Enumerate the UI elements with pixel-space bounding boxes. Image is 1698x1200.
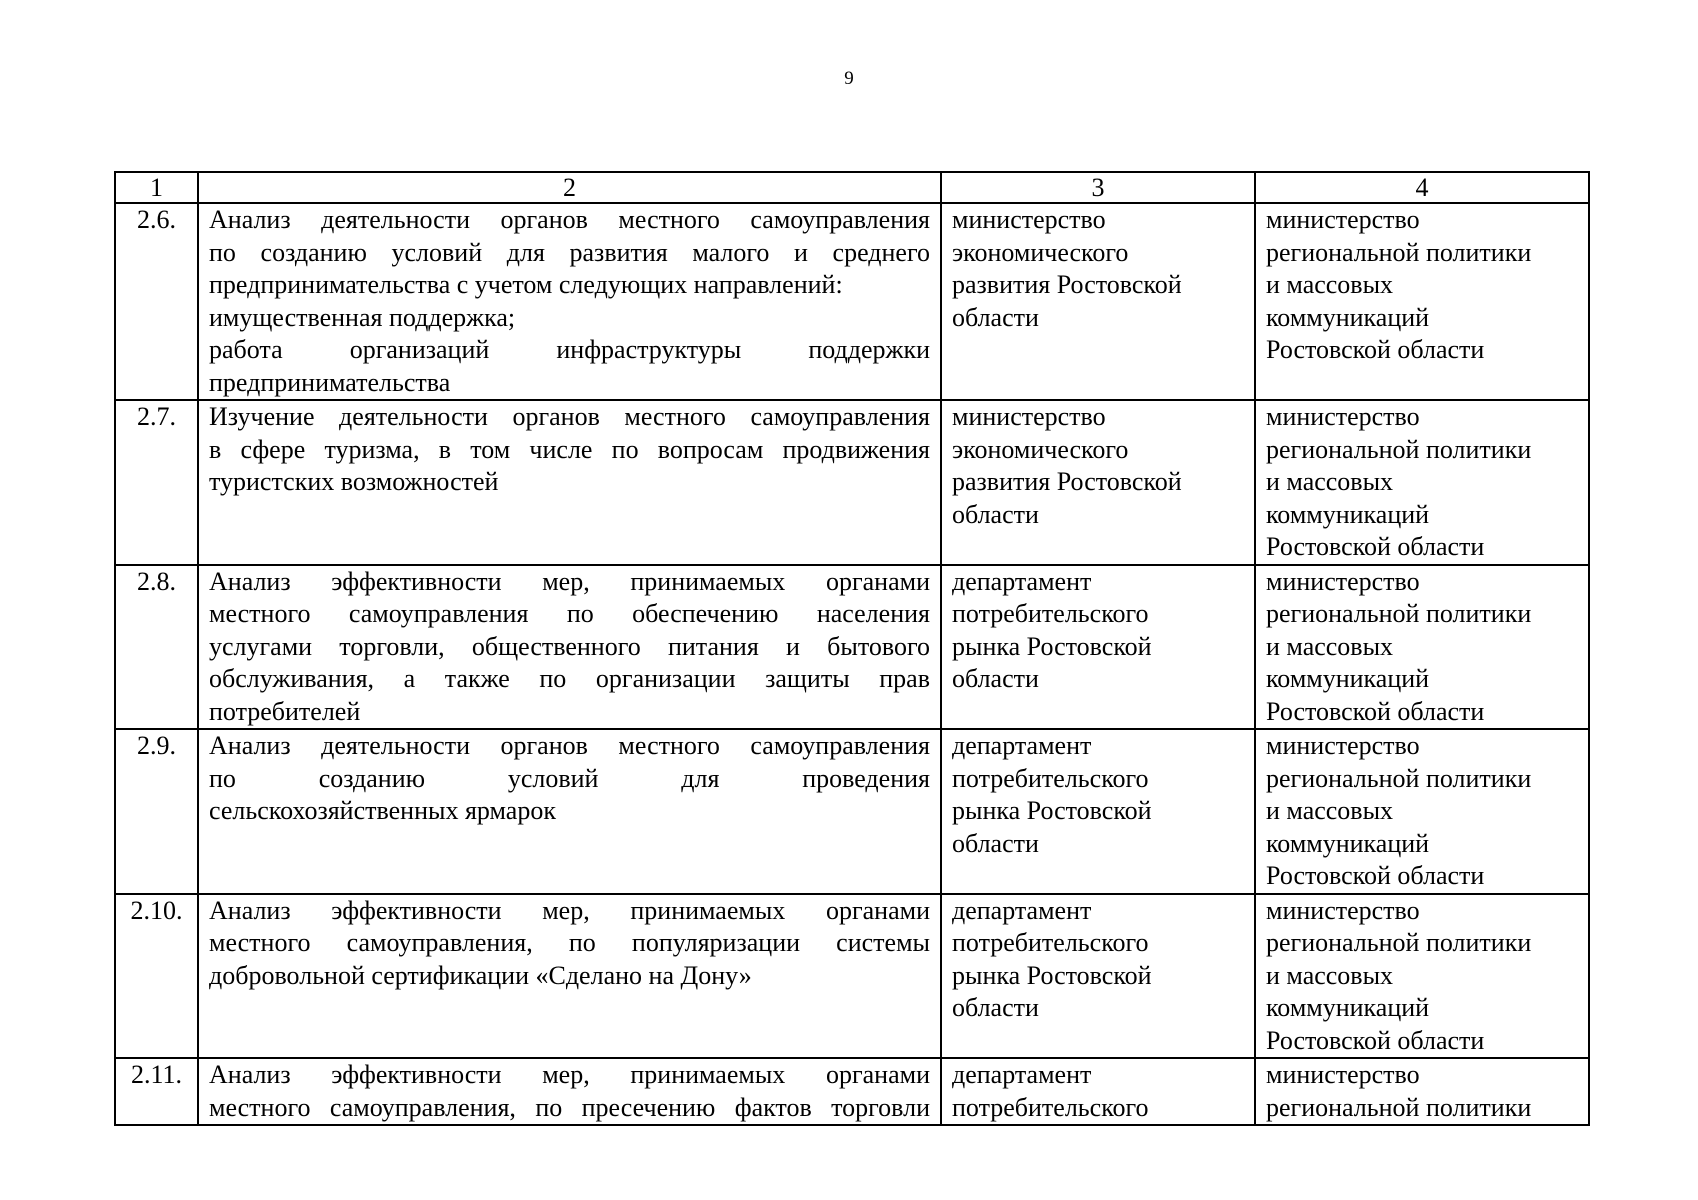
description-line: добровольной сертификации «Сделано на Дону»: [209, 960, 752, 990]
description-line: по созданию условий для развития малого и среднего: [209, 237, 930, 267]
executor-cell: [941, 565, 1255, 730]
coexecutor-cell: [1255, 894, 1589, 1059]
plan-table: [114, 171, 1590, 1126]
table-row: [115, 565, 1589, 730]
executor-line: потребительского: [952, 599, 1149, 628]
coexecutor-line: Ростовской области: [1266, 861, 1485, 890]
executor-line: развития Ростовской: [952, 467, 1182, 496]
coexecutor-line: и массовых: [1266, 270, 1394, 299]
description-line: обслуживания, а также по организации защиты прав: [209, 664, 930, 693]
table-row: [115, 1058, 1589, 1125]
description-line: имущественная поддержка;: [209, 302, 516, 332]
description-cell: [198, 1058, 941, 1125]
description-line: сельскохозяйственных ярмарок: [209, 796, 556, 825]
description-line: предпринимательства с учетом следующих направлений:: [209, 270, 843, 299]
coexecutor-line: Ростовской области: [1266, 1025, 1485, 1055]
header-cell-1: 1: [115, 172, 198, 203]
executor-line: рынка Ростовской: [952, 631, 1152, 661]
coexecutor-line: и массовых: [1266, 960, 1394, 990]
coexecutor-line: региональной политики: [1266, 763, 1532, 793]
executor-line: экономического: [952, 237, 1129, 267]
executor-line: потребительского: [952, 928, 1149, 957]
description-cell: [198, 729, 941, 894]
executor-line: области: [952, 499, 1039, 529]
coexecutor-line: коммуникаций: [1266, 993, 1430, 1022]
executor-cell: [941, 400, 1255, 565]
coexecutor-line: министерство: [1266, 1060, 1420, 1089]
coexecutor-line: региональной политики: [1266, 434, 1532, 464]
coexecutor-line: коммуникаций: [1266, 499, 1430, 529]
coexecutor-line: Ростовской области: [1266, 335, 1485, 364]
coexecutor-line: министерство: [1266, 895, 1420, 925]
table-row: [115, 400, 1589, 565]
row-number: 2.9.: [115, 729, 198, 894]
page-number: 9: [844, 68, 854, 89]
description-cell: [198, 565, 941, 730]
description-line: потребителей: [209, 696, 361, 726]
description-cell: [198, 400, 941, 565]
coexecutor-cell: [1255, 729, 1589, 894]
coexecutor-line: региональной политики: [1266, 237, 1532, 267]
coexecutor-line: коммуникаций: [1266, 302, 1430, 332]
description-line: местного самоуправления по обеспечению населения: [209, 599, 930, 628]
table-row: [115, 203, 1589, 400]
coexecutor-cell: [1255, 203, 1589, 400]
description-line: Анализ деятельности органов местного самоуправления: [209, 205, 930, 234]
executor-line: департамент: [952, 731, 1092, 760]
description-line: местного самоуправления, по пресечению фактов торговли: [209, 1092, 930, 1122]
row-number: 2.11.: [115, 1058, 198, 1125]
description-line: Анализ деятельности органов местного самоуправления: [209, 731, 930, 760]
coexecutor-line: и массовых: [1266, 467, 1394, 496]
row-number: 2.7.: [115, 400, 198, 565]
executor-line: департамент: [952, 895, 1092, 925]
executor-cell: [941, 1058, 1255, 1125]
header-cell-3: 3: [941, 172, 1255, 203]
description-cell: [198, 894, 941, 1059]
row-number: 2.8.: [115, 565, 198, 730]
table-header-row: [115, 172, 1589, 203]
executor-line: департамент: [952, 1060, 1092, 1089]
coexecutor-line: Ростовской области: [1266, 532, 1485, 561]
description-cell: [198, 203, 941, 400]
description-line: по созданию условий для проведения: [209, 763, 930, 793]
description-line: Анализ эффективности мер, принимаемых органами: [209, 1060, 930, 1089]
coexecutor-line: региональной политики: [1266, 599, 1532, 628]
coexecutor-line: и массовых: [1266, 631, 1394, 661]
coexecutor-cell: [1255, 565, 1589, 730]
executor-line: экономического: [952, 434, 1129, 464]
header-cell-2: 2: [198, 172, 941, 203]
row-number: 2.10.: [115, 894, 198, 1059]
coexecutor-line: региональной политики: [1266, 1092, 1532, 1122]
coexecutor-line: и массовых: [1266, 796, 1394, 825]
coexecutor-line: министерство: [1266, 402, 1420, 431]
coexecutor-line: коммуникаций: [1266, 664, 1430, 693]
table-row: [115, 894, 1589, 1059]
executor-line: развития Ростовской: [952, 270, 1182, 299]
executor-line: области: [952, 664, 1039, 693]
coexecutor-line: министерство: [1266, 731, 1420, 760]
description-line: Анализ эффективности мер, принимаемых органами: [209, 895, 930, 925]
header-cell-4: 4: [1255, 172, 1589, 203]
coexecutor-line: Ростовской области: [1266, 696, 1485, 726]
executor-line: потребительского: [952, 1092, 1149, 1122]
description-line: в сфере туризма, в том числе по вопросам продвижения: [209, 434, 930, 464]
description-line: Анализ эффективности мер, принимаемых органами: [209, 566, 930, 596]
coexecutor-line: министерство: [1266, 566, 1420, 596]
executor-line: области: [952, 993, 1039, 1022]
executor-line: департамент: [952, 566, 1092, 596]
executor-line: министерство: [952, 402, 1106, 431]
table-row: [115, 729, 1589, 894]
description-line: услугами торговли, общественного питания и бытового: [209, 631, 930, 661]
executor-cell: [941, 894, 1255, 1059]
executor-cell: [941, 203, 1255, 400]
row-number: 2.6.: [115, 203, 198, 400]
executor-line: рынка Ростовской: [952, 796, 1152, 825]
executor-line: потребительского: [952, 763, 1149, 793]
executor-cell: [941, 729, 1255, 894]
coexecutor-line: региональной политики: [1266, 928, 1532, 957]
executor-line: области: [952, 828, 1039, 858]
description-line: работа организаций инфраструктуры поддержки: [209, 335, 930, 364]
description-line: местного самоуправления, по популяризации системы: [209, 928, 930, 957]
coexecutor-cell: [1255, 1058, 1589, 1125]
executor-line: министерство: [952, 205, 1106, 234]
description-line: предпринимательства: [209, 367, 451, 397]
coexecutor-cell: [1255, 400, 1589, 565]
description-line: туристских возможностей: [209, 467, 499, 496]
executor-line: области: [952, 302, 1039, 332]
executor-line: рынка Ростовской: [952, 960, 1152, 990]
description-line: Изучение деятельности органов местного самоуправления: [209, 402, 930, 431]
coexecutor-line: министерство: [1266, 205, 1420, 234]
coexecutor-line: коммуникаций: [1266, 828, 1430, 858]
